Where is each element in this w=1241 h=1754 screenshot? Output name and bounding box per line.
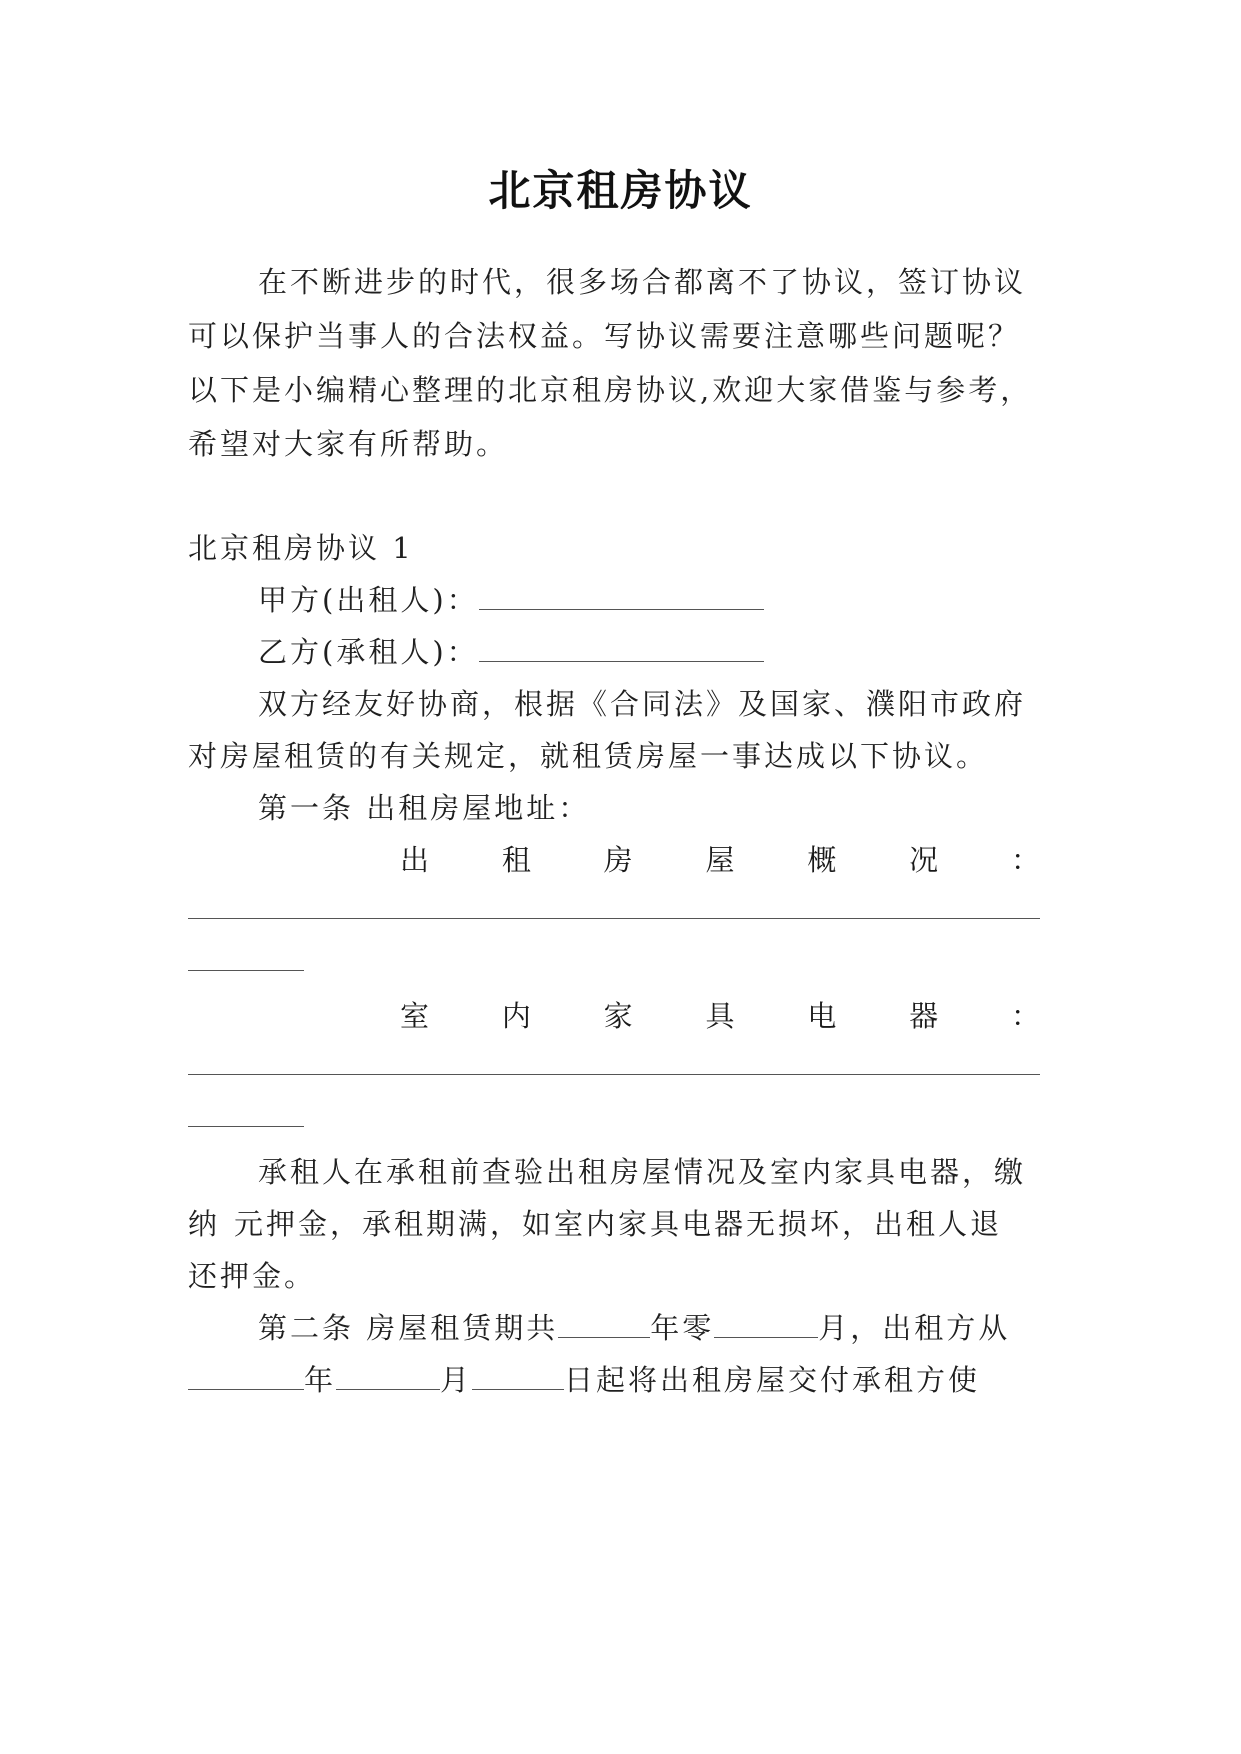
agreement-line-1: 双方经友好协商，根据《合同法》及国家、濮阳市政府 <box>258 687 1027 721</box>
article2-line-1-rest: 月，出租方从 <box>818 1311 1011 1345</box>
appliance-char: ： <box>1010 999 1040 1033</box>
article2-year-zero: 年零 <box>650 1311 715 1345</box>
article2-year: 年 <box>304 1363 337 1397</box>
overview-char: ： <box>1010 843 1040 877</box>
article2-line-1 <box>258 1308 1010 1348</box>
start-month-blank <box>336 1365 440 1390</box>
appliance-char: 内 <box>501 999 531 1033</box>
overview-blank-line-1 <box>188 918 1040 919</box>
article2-month: 月 <box>440 1363 473 1397</box>
intro-line-2: 可以保护当事人的合法权益。写协议需要注意哪些问题呢？ <box>188 319 1021 353</box>
appliance-blank-line-2 <box>188 1126 304 1127</box>
party-a-label: 甲方(出租人)： <box>258 583 479 617</box>
house-overview-label <box>400 840 1040 880</box>
term-months-blank <box>714 1313 818 1338</box>
article2-term-label: 第二条 房屋租赁期共 <box>258 1311 559 1345</box>
overview-char: 租 <box>501 843 531 877</box>
party-b-line <box>258 632 764 672</box>
party-a-line <box>258 580 764 620</box>
start-day-blank <box>472 1365 564 1390</box>
intro-line-4: 希望对大家有所帮助。 <box>188 427 509 461</box>
overview-char: 出 <box>400 843 430 877</box>
appliance-label <box>400 996 1040 1036</box>
deposit-line-1: 承租人在承租前查验出租房屋情况及室内家具电器，缴 <box>258 1155 1027 1189</box>
overview-blank-line-2 <box>188 970 304 971</box>
overview-char: 概 <box>807 843 837 877</box>
section-heading: 北京租房协议 1 <box>188 531 414 565</box>
document-title: 北京租房协议 <box>488 166 753 215</box>
agreement-line-2: 对房屋租赁的有关规定，就租赁房屋一事达成以下协议。 <box>188 739 989 773</box>
appliance-char: 室 <box>400 999 430 1033</box>
term-years-blank <box>558 1313 650 1338</box>
appliance-blank-line-1 <box>188 1074 1040 1075</box>
deposit-line-3: 还押金。 <box>188 1259 317 1293</box>
overview-char: 况 <box>909 843 939 877</box>
appliance-char: 家 <box>603 999 633 1033</box>
overview-char: 屋 <box>705 843 735 877</box>
party-b-blank <box>479 637 764 662</box>
article2-line-2 <box>188 1360 980 1400</box>
appliance-char: 电 <box>807 999 837 1033</box>
deposit-line-2-start: 纳 <box>188 1207 221 1241</box>
intro-line-3: 以下是小编精心整理的北京租房协议,欢迎大家借鉴与参考， <box>188 373 1033 407</box>
party-b-label: 乙方(承租人)： <box>258 635 479 669</box>
article1-heading: 第一条 出租房屋地址： <box>258 791 591 825</box>
article2-line-2-rest: 日起将出租房屋交付承租方使 <box>564 1363 981 1397</box>
deposit-line-2 <box>188 1204 1002 1244</box>
party-a-blank <box>479 585 764 610</box>
deposit-line-2-rest: 元押金，承租期满，如室内家具电器无损坏，出租人退 <box>234 1207 1003 1241</box>
appliance-char: 具 <box>705 999 735 1033</box>
overview-char: 房 <box>603 843 633 877</box>
intro-line-1: 在不断进步的时代，很多场合都离不了协议，签订协议 <box>258 265 1027 299</box>
start-year-blank <box>188 1365 304 1390</box>
appliance-char: 器 <box>909 999 939 1033</box>
